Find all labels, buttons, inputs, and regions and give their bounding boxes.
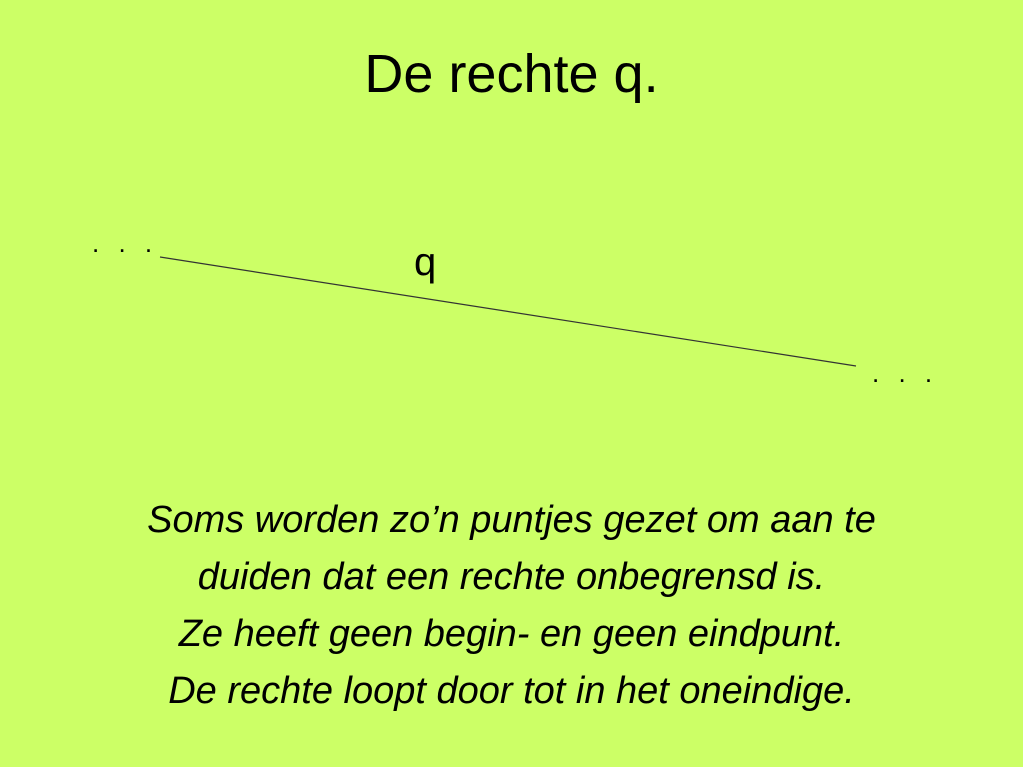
explanation-line-4: De rechte loopt door tot in het oneindige. [168, 670, 855, 712]
right-continuation-dots: . . . [872, 358, 939, 388]
explanation-line-2: duiden dat een rechte onbegrensd is. [197, 556, 826, 598]
slide-title: De rechte q. [364, 44, 659, 104]
explanation-line-1: Soms worden zo’n puntjes gezet om aan te [147, 499, 876, 541]
explanation-text [0, 492, 1023, 720]
line-label-q: q [414, 240, 437, 284]
left-continuation-dots: . . . [92, 228, 159, 258]
straight-line-q [160, 257, 856, 366]
explanation-line-3: Ze heeft geen begin- en geen eindpunt. [178, 613, 845, 655]
